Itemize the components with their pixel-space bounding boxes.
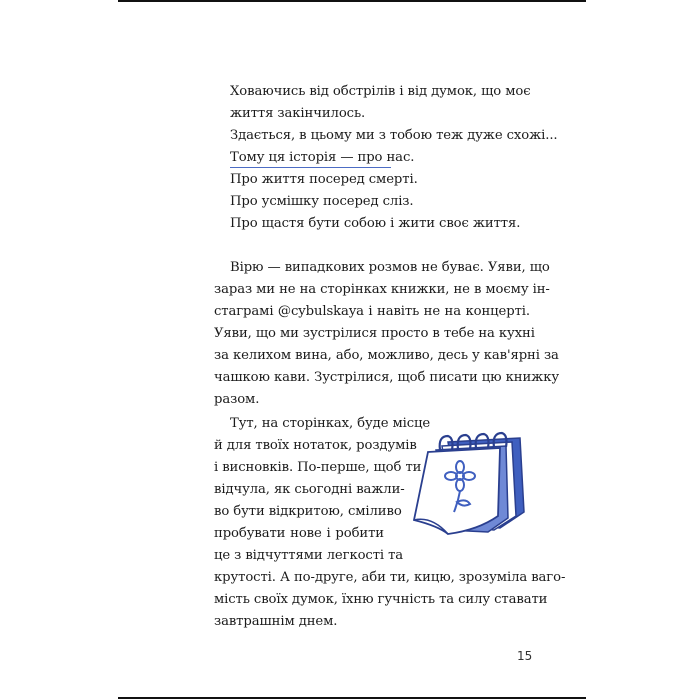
text-line: зараз ми не на сторінках книжки, не в моєму ін- (214, 282, 550, 297)
text-line: Тут, на сторінках, буде місце (230, 416, 431, 431)
text-line: Про щастя бути собою і жити своє життя. (230, 216, 521, 231)
text-line: і висновків. По-перше, щоб ти (214, 460, 422, 475)
text-line: Ховаючись від обстрілів і від думок, що моє (230, 84, 531, 99)
text-line: й для твоїх нотаток, роздумів (214, 438, 417, 453)
text-line: Вірю — випадкових розмов не буває. Уяви, що (230, 260, 550, 275)
text-line: це з відчуттями легкості та (214, 548, 404, 563)
page-number: 15 (517, 649, 533, 663)
text-line: во бути відкритою, сміливо (214, 504, 402, 519)
top-rule (118, 0, 586, 2)
text-line: стаграмі @cybulskaya і навіть не на концерті. (214, 304, 530, 319)
text-line: Про життя посеред смерті. (230, 172, 418, 187)
text-line: пробувати нове і робити (214, 526, 384, 541)
text-line: разом. (214, 392, 260, 407)
text-line: відчула, як сьогодні важли- (214, 482, 405, 497)
text-line: Тому ця історія — про нас. (230, 150, 415, 165)
text-line: завтрашнім днем. (214, 614, 338, 629)
text-line: Уяви, що ми зустрілися просто в тебе на кухні (214, 326, 535, 341)
text-line: мість своїх думок, їхню гучність та силу ставати (214, 592, 548, 607)
text-line: крутості. А по-друге, аби ти, кицю, зрозуміла ваго- (214, 570, 566, 585)
text-line: Про усмішку посеред сліз. (230, 194, 414, 209)
highlight-underline (230, 167, 391, 168)
calendar-flower-icon (408, 420, 534, 546)
text-line: Здається, в цьому ми з тобою теж дуже схожі... (230, 128, 558, 143)
text-line: за келихом вина, або, можливо, десь у кав'ярні за (214, 348, 559, 363)
bottom-rule (118, 697, 586, 699)
text-line: життя закінчилось. (230, 106, 366, 121)
text-line: чашкою кави. Зустрілися, щоб писати цю книжку (214, 370, 560, 385)
